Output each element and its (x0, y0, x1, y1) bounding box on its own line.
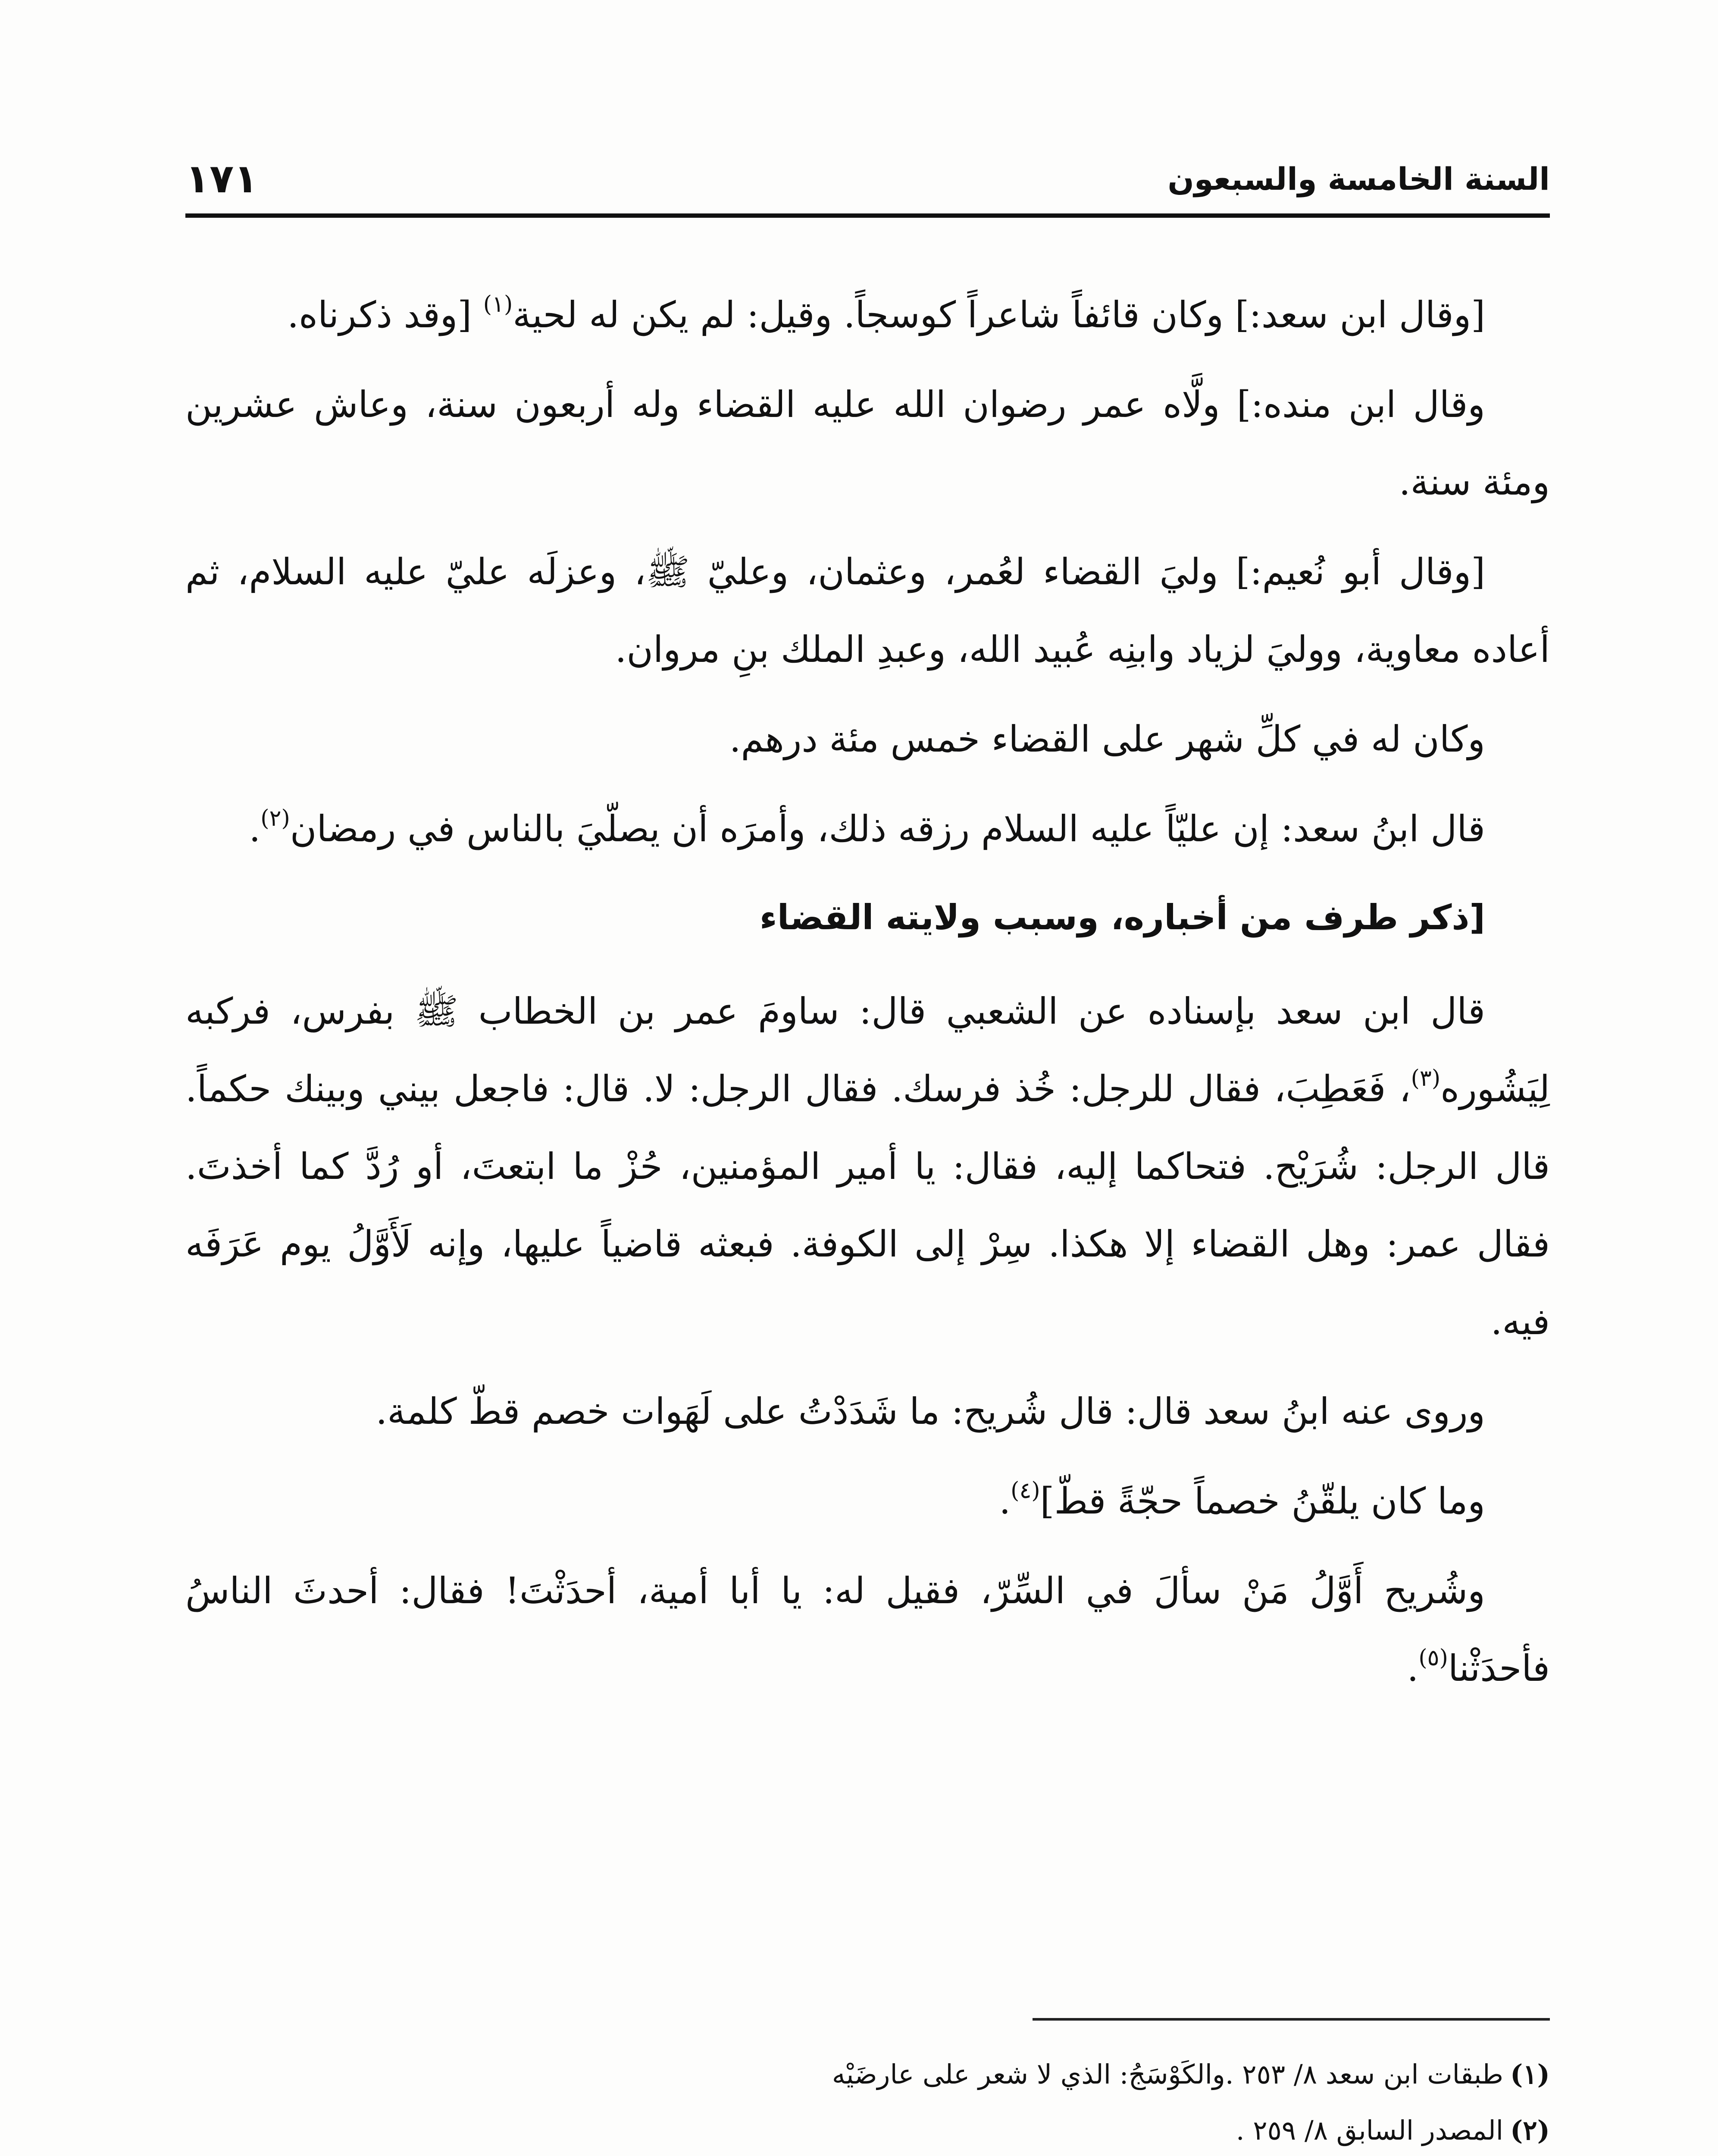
footnote-text: طبقات ابن سعد ٨/ ٢٥٣ .والكَوْسَجُ: الذي لا شعر على عارضَيْه (832, 2059, 1503, 2090)
footnote (185, 2104, 1550, 2156)
paragraph-text: وما كان يلقّنُ خصماً حجّةً قطّ] (1040, 1480, 1485, 1522)
paragraph-text: . (249, 808, 261, 850)
paragraph-text: قال ابن سعد بإسناده عن الشعبي قال: ساومَ عمر بن الخطاب ﷺ بفرس، فركبه لِيَشُوره (185, 990, 1550, 1110)
paragraph-text: [وقد ذكرناه. (287, 294, 483, 336)
footnote-separator (1033, 2018, 1550, 2021)
footnote-ref: (٣) (1411, 1065, 1441, 1091)
footnote-ref: (٤) (1011, 1478, 1040, 1504)
page-number: ١٧١ (185, 156, 258, 202)
section-heading: [ذكر طرف من أخباره، وسبب ولايته القضاء (759, 897, 1485, 937)
paragraph-text: قال ابنُ سعد: إن عليّاً عليه السلام رزقه ذلك، وأمرَه أن يصلّيَ بالناس في رمضان (290, 808, 1485, 850)
paragraph: وروى عنه ابنُ سعد قال: قال شُريح: ما شَدَدْتُ على لَهَوات خصم قطّ كلمة. (376, 1390, 1485, 1432)
footnote-text: المصدر السابق ٨/ ٢٥٩ . (1236, 2115, 1503, 2146)
paragraph-text: . (999, 1480, 1011, 1522)
footnote-ref: (١) (483, 291, 513, 317)
header-rule (185, 213, 1550, 218)
paragraph: وكان له في كلِّ شهر على القضاء خمس مئة درهم. (729, 718, 1485, 760)
page-header (185, 155, 1550, 203)
paragraph: [وقال أبو نُعيم:] وليَ القضاء لعُمر، وعثمان، وعليّ ﷺ، وعزلَه عليّ عليه السلام، ثم أعاده معاوية، ووليَ لزياد وابنِه عُبيد الله، وعبدِ الملك بنِ مروان. (185, 551, 1550, 671)
footnote-number: (٢) (1510, 2115, 1550, 2146)
paragraph (185, 1552, 1550, 1707)
main-text (185, 276, 1550, 1719)
footnote-ref: (٢) (260, 805, 290, 831)
footnotes (185, 2048, 1550, 2156)
running-title: السنة الخامسة والسبعون (1167, 161, 1550, 197)
paragraph-text: [وقال ابن سعد:] وكان قائفاً شاعراً كوسجاً. وقيل: لم يكن له لحية (513, 294, 1485, 336)
footnote-number: (١) (1510, 2059, 1550, 2090)
paragraph: وقال ابن منده:] ولَّاه عمر رضوان الله عليه القضاء وله أربعون سنة، وعاش عشرين ومئة سنة. (185, 383, 1550, 503)
paragraph (185, 276, 1550, 354)
paragraph-text: ، فَعَطِبَ، فقال للرجل: خُذ فرسك. فقال الرجل: لا. قال: فاجعل بيني وبينك حكماً. قال الرجل: شُرَيْح. فتحاكما إليه، فقال: يا أمير المؤمنين، حُزْ ما ابتعتَ، أو رُدَّ كما أخذتَ. فقال عمر: وهل القضاء إلا هكذا. سِرْ إلى الكوفة. فبعثه قاضياً عليها، وإنه لَأَوَّلُ يوم عَرَفَه فيه. (185, 1068, 1550, 1343)
paragraph (185, 972, 1550, 1360)
paragraph-text: وشُريح أَوَّلُ مَنْ سألَ في السِّرّ، فقيل له: يا أبا أمية، أحدَثْتَ! فقال: أحدثَ الناسُ فأحدَثْنا (185, 1570, 1550, 1689)
paragraph (185, 790, 1550, 868)
paragraph (185, 1462, 1550, 1540)
footnote (185, 2048, 1550, 2101)
footnote-ref: (٥) (1418, 1645, 1448, 1671)
paragraph-text: . (1407, 1647, 1419, 1689)
